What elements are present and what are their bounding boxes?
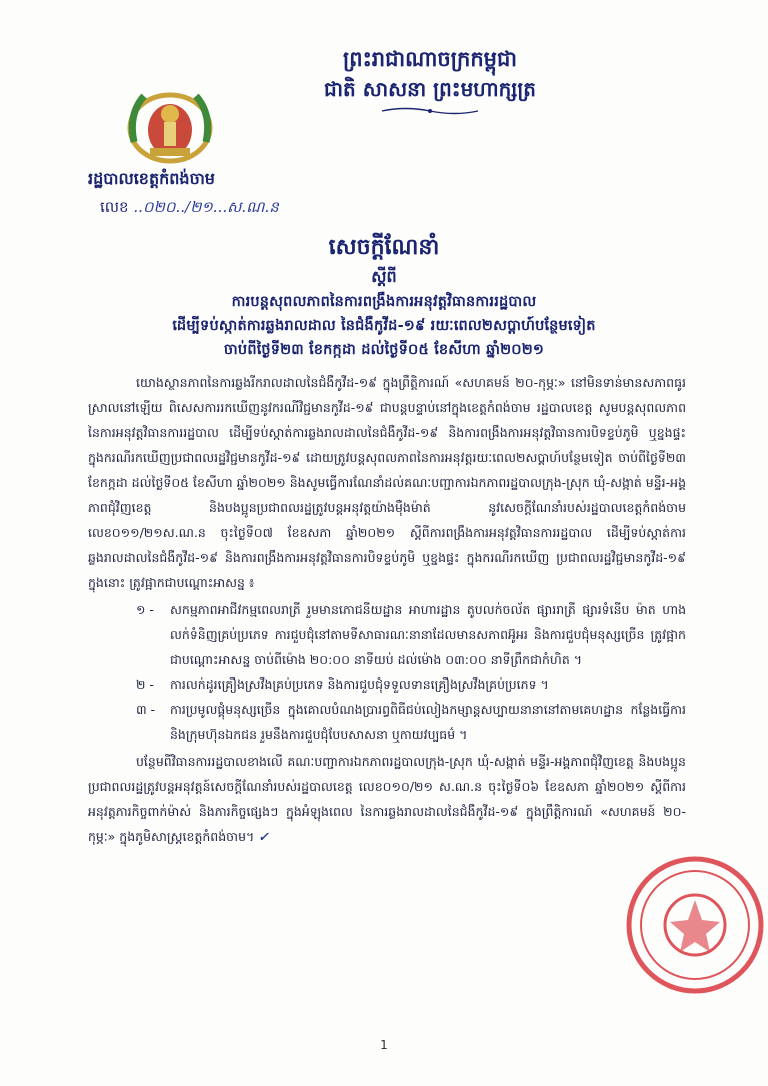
page-number: 1 (380, 1038, 388, 1052)
list-item-number: ២ - (136, 677, 154, 692)
title-line-1: ការបន្តសុពលភាពនៃការពង្រឹងការអនុវត្តវិធានការរដ្ឋបាល (231, 294, 537, 310)
document-number-prefix: លេខ (100, 198, 129, 216)
intro-paragraph: យោងស្ថានភាពនៃការឆ្លងរីករាលដាលនៃជំងឺកូវីដ-១៩ ក្នុងព្រឹត្តិការណ៍ «សហគមន៍ ២០-កុម្ភៈ» នៅមិនទាន់មានសភាពធូរស្រាលនៅឡើយ ពិសេសការរកឃើញនូវករណីវិជ្ជមានកូវីដ-១៩ ជាបន្តបន្ទាប់នៅក្នុងខេត្តកំពង់ចាម រដ្ឋបាលខេត្ត សូមបន្តសុពលភាពនៃការអនុវត្តវិធានការរដ្ឋបាល ដើម្បីទប់ស្កាត់ការឆ្លងរាលដាលនៃជំងឺកូវីដ-១៩ និងការពង្រឹងការអនុវត្តវិធានការបិទខ្ទប់ភូមិ ឬខ្នងផ្ទះ ក្នុងករណីរកឃើញប្រជាពលរដ្ឋវិជ្ជមានកូវីដ-១៩ ដោយត្រូវបន្តសុពលភាពនៃការអនុវត្តរយៈពេល២សប្តាហ៍បន្ថែមទៀត ចាប់ពីថ្ងៃទី២៣ ខែកក្កដា ដល់ថ្ងៃទី០៥ ខែសីហា ឆ្នាំ២០២១ និងសូមធ្វើការណែនាំដល់គណៈបញ្ជាការឯកភាពរដ្ឋបាលក្រុង-ស្រុក ឃុំ-សង្កាត់ មន្ទីរ-អង្គភាពជុំវិញខេត្ត និងបងប្អូនប្រជាពលរដ្ឋត្រូវបន្តអនុវត្តយ៉ាងម៉ឺងម៉ាត់ នូវសេចក្តីណែនាំរបស់រដ្ឋបាលខេត្តកំពង់ចាម លេខ០១១/២១ស.ណ.ន ចុះថ្ងៃទី០៧ ខែឧសភា ឆ្នាំ២០២១ ស្តីពីការពង្រឹងការអនុវត្តវិធានការរដ្ឋបាល ដើម្បីទប់ស្កាត់ការឆ្លងរាលដាលនៃជំងឺកូវីដ-១៩ និងការពង្រឹងការអនុវត្តវិធានការបិទខ្ទប់ភូមិ ឬខ្នងផ្ទះ ក្នុងករណីរកឃើញ ប្រជាពលរដ្ឋវិជ្ជមានកូវីដ-១៩ ក្នុងនោះ ត្រូវផ្អាកជាបណ្តោះអាសន្ន ៖ (88, 375, 687, 590)
handwritten-mark: ✓ (258, 829, 269, 844)
document-number-handwritten: ..០២០../២១...ស.ណ.ន (133, 198, 279, 216)
list-item (136, 597, 686, 672)
list-item-number: ៣ - (136, 702, 156, 717)
list-item-text: ការលក់ដូរគ្រឿងស្រវឹងគ្រប់ប្រភេទ និងការជួបជុំទទួលទានគ្រឿងស្រវឹងគ្រប់ប្រភេទ ។ (170, 677, 549, 692)
kingdom-header (280, 44, 580, 104)
closing-paragraph (88, 749, 686, 849)
document-body (88, 370, 686, 849)
title-line-2: ដើម្បីទប់ស្កាត់ការឆ្លងរាលដាល នៃជំងឺកូវីដ-១៩ រយៈពេល២សប្តាហ៍បន្ថែមទៀត (172, 318, 596, 334)
issuer-name: រដ្ឋបាលខេត្តកំពង់ចាម (88, 169, 215, 188)
document-about: ស្តីពី (371, 267, 397, 286)
title-line-3: ចាប់ពីថ្ងៃទី២៣ ខែកក្កដា ដល់ថ្ងៃទី០៥ ខែសីហា ឆ្នាំ២០២១ (223, 342, 545, 358)
measure-list (88, 597, 686, 747)
closing-text: បន្ថែមពីវិធានការរដ្ឋបាលខាងលើ គណៈបញ្ជាការឯកភាពរដ្ឋបាលក្រុង-ស្រុក ឃុំ-សង្កាត់ មន្ទីរ-អង្គភាពជុំវិញខេត្ត និងបងប្អូនប្រជាពលរដ្ឋត្រូវបន្តអនុវត្តន៍សេចក្តីណែនាំរបស់រដ្ឋបាលខេត្ត លេខ០១០/២១ ស.ណ.ន ចុះថ្ងៃទី០៦ ខែឧសភា ឆ្នាំ២០២១ ស្តីពីការអនុវត្តភារកិច្ចពាក់ម៉ាស់ និងភារកិច្ចផ្សេងៗ ក្នុងអំឡុងពេល នៃការឆ្លងរាលដាលនៃជំងឺកូវីដ-១៩ ក្នុងព្រឹត្តិការណ៍ «សហគមន៍ ២០-កុម្ភៈ» ក្នុងភូមិសាស្ត្រខេត្តកំពង់ចាម។ (88, 754, 686, 844)
document-number (100, 198, 300, 220)
provincial-emblem-icon (120, 84, 220, 164)
document-title-block (110, 232, 658, 362)
list-item-text: សកម្មភាពអាជីវកម្មពេលរាត្រី រួមមានភោជនីយដ្ឋាន អាហារដ្ឋាន តូបលក់ចល័ត ផ្សាររាត្រី ផ្សារទំនើប ម៉ាត ហាងលក់ទំនិញគ្រប់ប្រភេទ ការជួបជុំនៅតាមទីសាធារណៈនានាដែលមានសភាពអ៊ូអរ និងការជួបជុំមនុស្សច្រើន ត្រូវផ្អាកជាបណ្តោះអាសន្ន ចាប់ពីម៉ោង ២០:០០ នាទីយប់ ដល់ម៉ោង ០៣:០០ នាទីព្រឹកជាកំហិត ។ (170, 602, 686, 667)
document-title: សេចក្តីណែនាំ (328, 235, 440, 260)
kingdom-name: ព្រះរាជាណាចក្រកម្ពុជា (342, 47, 517, 71)
list-item (136, 672, 686, 697)
national-motto: ជាតិ សាសនា ព្រះមហាក្សត្រ (324, 77, 536, 101)
official-seal-icon (620, 850, 768, 1000)
list-item-text: ការប្រមូលផ្តុំមនុស្សច្រើន ក្នុងគោលបំណងប្រារព្ធពិធីជប់លៀងកម្សាន្តសប្បាយនានានៅតាមគេហដ្ឋាន កន្លែងធ្វើការ និងក្រុមហ៊ុនឯកជន រួមនឹងការជួបជុំបែបសាសនា ឬកាយវប្បធម៌ ។ (170, 702, 686, 742)
ornament-divider-icon (380, 106, 480, 116)
list-item-number: ១ - (136, 602, 154, 617)
list-item (136, 697, 686, 747)
